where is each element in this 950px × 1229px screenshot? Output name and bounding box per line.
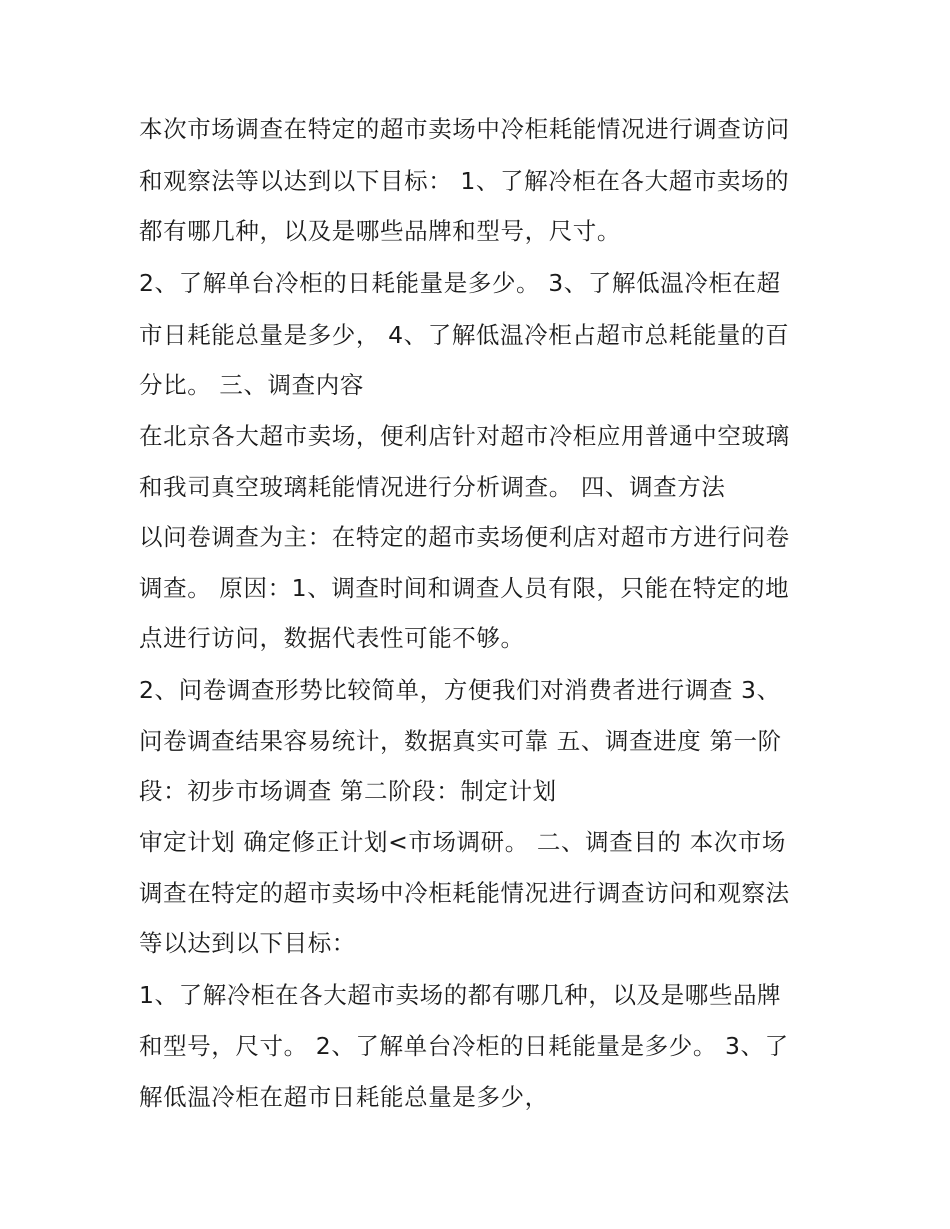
text-line: 调查。 原因：1、调查时间和调查人员有限，只能在特定的地 — [139, 574, 790, 602]
text-line: 问卷调查结果容易统计，数据真实可靠 五、调查进度 第一阶 — [139, 727, 782, 755]
text-line: 2、问卷调查形势比较简单，方便我们对消费者进行调查 3、 — [139, 676, 781, 704]
text-line: 和型号，尺寸。 2、了解单台冷柜的日耗能量是多少。 3、了 — [139, 1032, 789, 1060]
text-line: 和观察法等以达到以下目标： 1、了解冷柜在各大超市卖场的 — [139, 167, 790, 195]
text-line: 段：初步市场调查 第二阶段：制定计划 — [139, 777, 557, 805]
text-line: 本次市场调查在特定的超市卖场中冷柜耗能情况进行调查访问 — [139, 115, 790, 143]
text-line: 在北京各大超市卖场，便利店针对超市冷柜应用普通中空玻璃 — [139, 422, 790, 450]
text-line: 以问卷调查为主：在特定的超市卖场便利店对超市方进行问卷 — [139, 523, 790, 551]
text-line: 解低温冷柜在超市日耗能总量是多少， — [139, 1083, 549, 1111]
text-line: 2、了解单台冷柜的日耗能量是多少。 3、了解低温冷柜在超 — [139, 269, 781, 297]
text-line: 等以达到以下目标： — [139, 929, 356, 957]
text-line: 市日耗能总量是多少， 4、了解低温冷柜占超市总耗能量的百 — [139, 321, 790, 349]
text-line: 1、了解冷柜在各大超市卖场的都有哪几种，以及是哪些品牌 — [139, 981, 782, 1009]
text-line: 都有哪几种，以及是哪些品牌和型号，尺寸。 — [139, 217, 621, 245]
text-line: 和我司真空玻璃耗能情况进行分析调查。 四、调查方法 — [139, 473, 726, 501]
text-line: 点进行访问，数据代表性可能不够。 — [139, 624, 525, 652]
text-line: 分比。 三、调查内容 — [139, 371, 364, 399]
text-line: 审定计划 确定修正计划<市场调研。 二、调查目的 本次市场 — [139, 828, 786, 856]
text-line: 调查在特定的超市卖场中冷柜耗能情况进行调查访问和观察法 — [139, 879, 790, 907]
